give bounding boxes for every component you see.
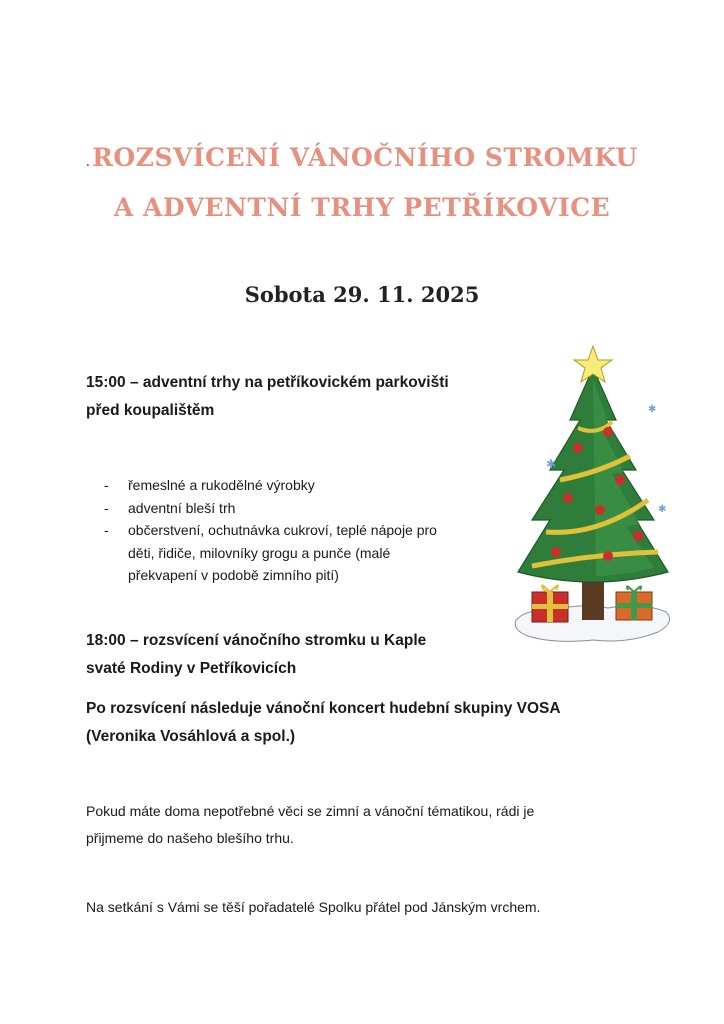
program-item-markets [86,369,506,425]
ornament [603,427,613,437]
ornament [551,547,561,557]
ornament [633,531,643,541]
gift-right [616,586,652,620]
tree-body [518,368,668,582]
program-item-tree-lighting-line-1: 18:00 – rozsvícení vánočního stromku u Kaple [86,632,427,649]
market-offer-list [104,474,484,587]
gift-left [532,585,568,622]
list-item-text [128,519,484,587]
ornament [563,493,573,503]
event-title-line-2: A ADVENTNÍ TRHY PETŘÍKOVICE [113,193,611,222]
program-item-concert-line-2: (Veronika Vosáhlová a spol.) [86,728,296,745]
program-item-concert [86,695,626,751]
program-item-markets-line-1: 15:00 – adventní trhy na petříkovickém parkovišti [86,374,449,391]
list-item [104,474,484,497]
snowflake-icon: ✱ [658,504,667,515]
list-item-text [128,497,484,520]
list-item-line: děti, řidiče, milovníky grogu a punče (malé [128,544,391,561]
program-item-tree-lighting-line-2: svaté Rodiny v Petříkovicích [86,660,297,677]
list-item [104,519,484,587]
donation-notice [86,798,606,852]
donation-notice-line-1: Pokud máte doma nepotřebné věci se zimní a vánoční tématikou, rádi je [86,803,535,819]
list-bullet: - [104,499,109,516]
list-item-line: řemeslné a rukodělné výrobky [128,477,315,493]
program-item-markets-line-2: před koupalištěm [86,402,215,419]
list-item-text [128,474,484,497]
program-item-concert-line-1: Po rozsvícení následuje vánoční koncert hudební skupiny VOSA [86,700,561,717]
ornament [573,443,583,453]
snowflake-icon: ✱ [648,404,657,415]
christmas-tree-illustration [508,340,678,660]
event-title-line-1-text: ROZSVÍCENÍ VÁNOČNÍHO STROMKU [92,143,638,172]
ornament [595,505,605,515]
list-item [104,497,484,520]
ornament [603,551,613,561]
list-bullet: - [104,522,109,538]
donation-notice-line-2: přijmeme do našeho blešího trhu. [86,830,294,846]
event-date: Sobota 29. 11. 2025 [244,282,480,307]
snowflake-icon: ✱ [546,457,557,471]
ornament [615,475,625,485]
event-title-line-1 [0,143,724,172]
list-bullet: - [104,477,109,493]
list-item-line: adventní bleší trh [128,499,236,516]
program-item-tree-lighting [86,627,506,683]
list-item-line: překvapení v podobě zimního pití) [128,567,339,583]
list-item-line: občerstvení, ochutnávka cukroví, teplé nápoje pro [128,522,437,538]
closing-note: Na setkání s Vámi se těší pořadatelé Spolku přátel pod Jánským vrchem. [86,899,541,915]
stray-dot: . [86,158,91,169]
